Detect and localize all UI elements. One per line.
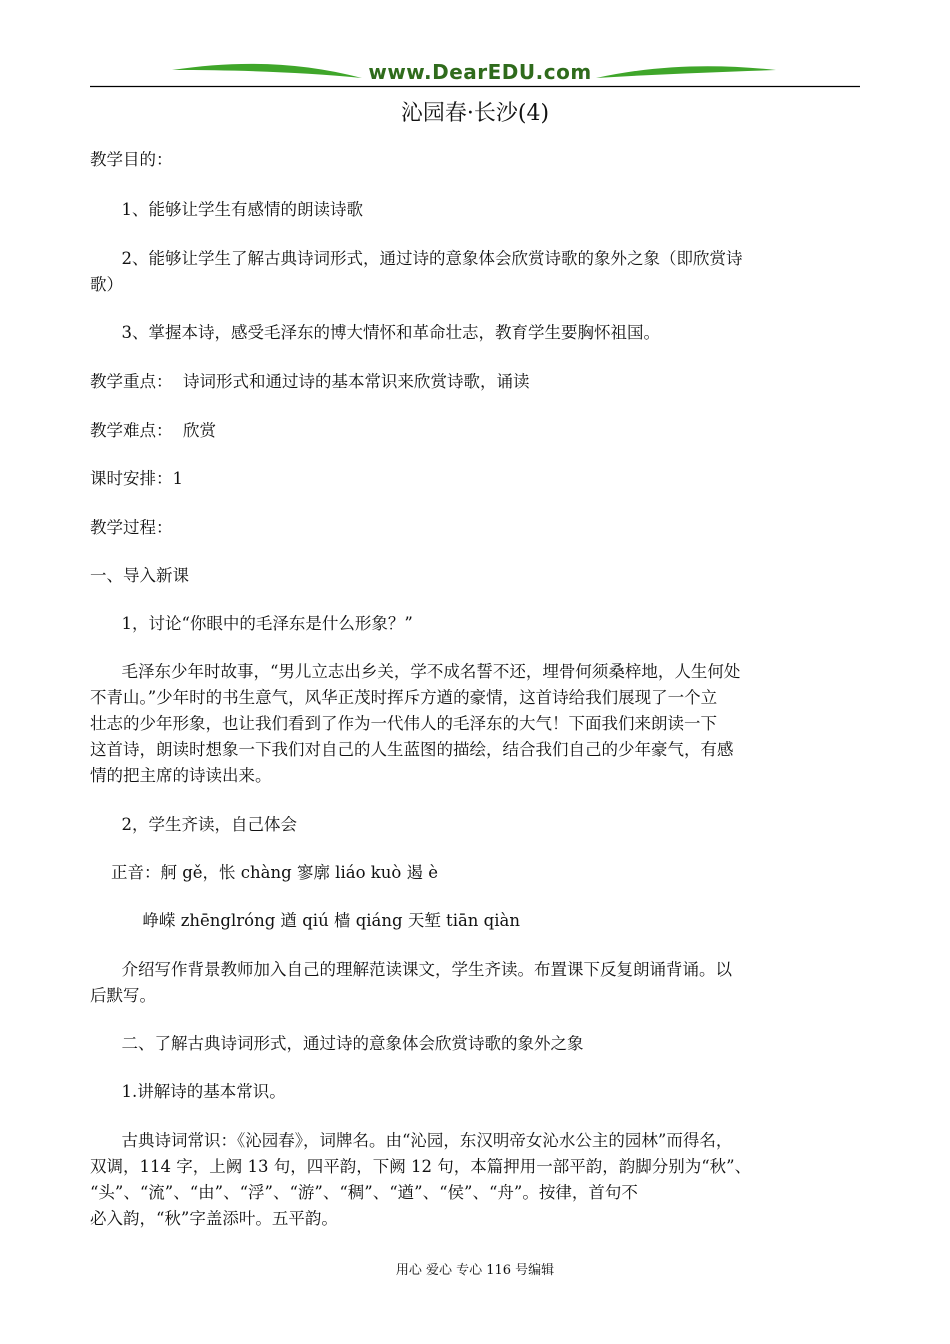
text-line: 二、了解古典诗词形式，通过诗的意象体会欣赏诗歌的象外之象 — [90, 1034, 584, 1053]
site-logo-text: www.DearEDU.com — [368, 60, 592, 84]
text-line: 教学过程： — [90, 518, 173, 537]
text-line: 正音：舸 gě，怅 chàng 寥廓 liáo kuò 遏 è — [90, 863, 439, 882]
text-line: 双调，114 字，上阙 13 句，四平韵，下阙 12 句，本篇押用一部平韵，韵脚分别为“秋”、 — [90, 1157, 752, 1176]
text-line: 必入韵，“秋”字盖添叶。五平韵。 — [90, 1209, 338, 1228]
text-line: 情的把主席的诗读出来。 — [90, 766, 272, 785]
text-line: 不青山。”少年时的书生意气，风华正茂时挥斥方遒的豪情，这首诗给我们展现了一个立 — [90, 688, 718, 707]
text-line: 1.讲解诗的基本常识。 — [90, 1082, 286, 1101]
text-line: 教学重点： 诗词形式和通过诗的基本常识来欣赏诗歌，诵读 — [90, 372, 530, 391]
text-line: 一、导入新课 — [90, 566, 189, 585]
text-line: 后默写。 — [90, 986, 156, 1005]
text-line: 教学目的： — [90, 150, 173, 169]
text-line: 教学难点： 欣赏 — [90, 421, 216, 440]
text-line: 壮志的少年形象，也让我们看到了作为一代伟人的毛泽东的大气！下面我们来朗读一下 — [90, 714, 717, 733]
page-header — [0, 0, 950, 92]
document-title: 沁园春·长沙(4) — [400, 101, 550, 126]
text-line: 3、掌握本诗，感受毛泽东的博大情怀和革命壮志，教育学生要胸怀祖国。 — [90, 323, 660, 342]
text-line: 2，学生齐读，自己体会 — [90, 815, 297, 834]
text-line: 1、能够让学生有感情的朗读诗歌 — [90, 200, 363, 219]
right-swoosh-icon — [596, 66, 776, 78]
left-swoosh-icon — [172, 64, 362, 78]
text-line: 这首诗，朗读时想象一下我们对自己的人生蓝图的描绘，结合我们自己的少年豪气，有感 — [90, 740, 734, 759]
text-line: 歌） — [90, 275, 123, 294]
text-line: 2、能够让学生了解古典诗词形式，通过诗的意象体会欣赏诗歌的象外之象（即欣赏诗 — [90, 249, 743, 268]
text-line: 课时安排：1 — [90, 469, 183, 488]
text-line: 古典诗词常识：《沁园春》，词牌名。由“沁园，东汉明帝女沁水公主的园林”而得名， — [90, 1131, 733, 1150]
text-line: 峥嵘 zhēnglróng 遒 qiú 樯 qiáng 天堑 tiān qiàn — [90, 911, 520, 930]
text-line: “头”、“流”、“由”、“浮”、“游”、“稠”、“遒”、“侯”、“舟”。按律，首句不 — [90, 1183, 638, 1202]
page-footer: 用心 爱心 专心 116 号编辑 — [395, 1263, 555, 1278]
text-line: 介绍写作背景教师加入自己的理解范读课文，学生齐读。布置课下反复朗诵背诵。以 — [90, 960, 732, 979]
text-line: 1，讨论“你眼中的毛泽东是什么形象？” — [90, 614, 413, 633]
text-line: 毛泽东少年时故事，“男儿立志出乡关，学不成名誓不还，埋骨何须桑梓地，人生何处 — [90, 662, 741, 681]
